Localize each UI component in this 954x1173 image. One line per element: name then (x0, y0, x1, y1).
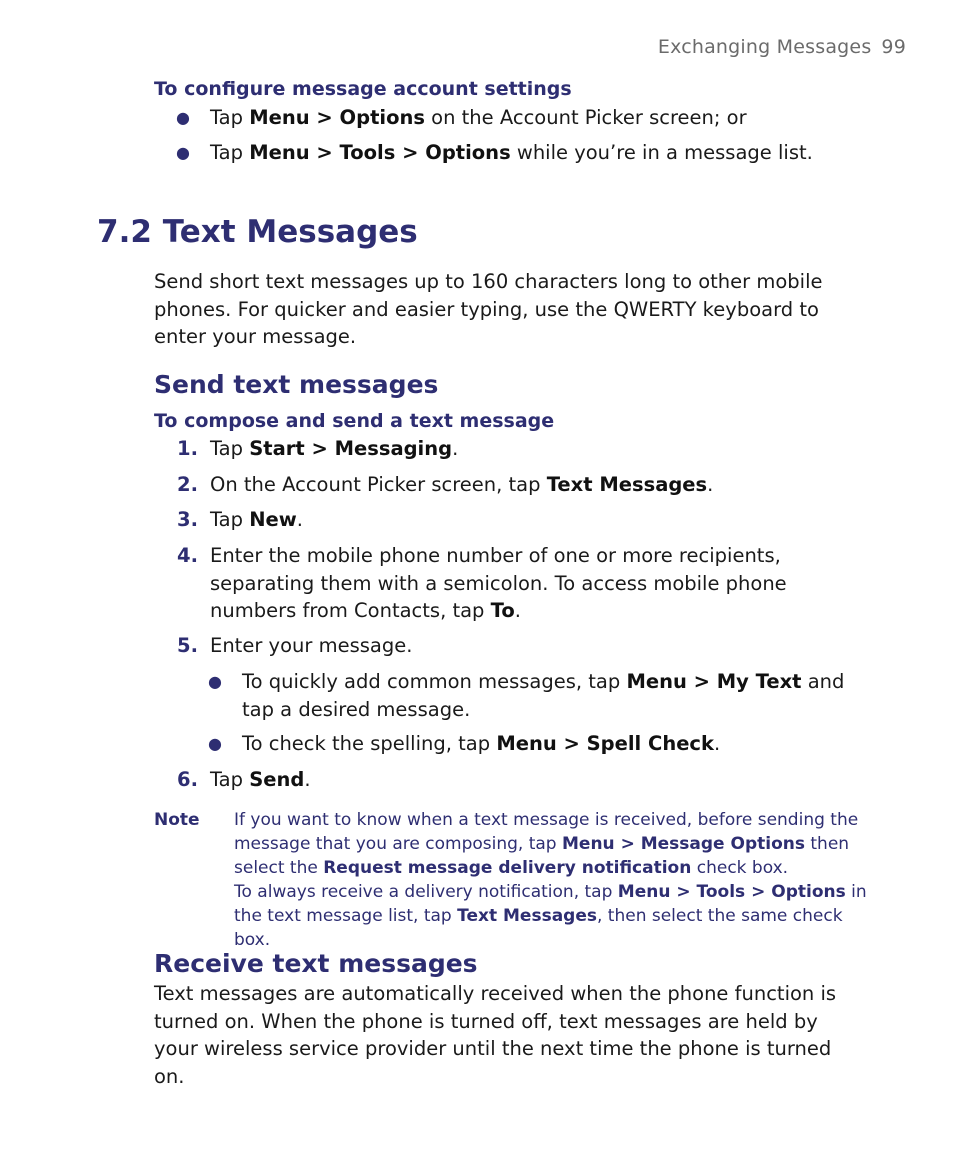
configure-bullet-2 (176, 139, 813, 167)
note-text-run: , then select the same check box. (234, 906, 843, 950)
bullet-bold: Menu > Spell Check (496, 732, 714, 755)
receive-heading: Receive text messages (154, 949, 478, 978)
step-number: 5. (177, 634, 198, 657)
step-number: 4. (177, 544, 198, 567)
running-title: Exchanging Messages (657, 36, 872, 58)
step-number: 6. (177, 768, 198, 791)
note-text-run: then select the (234, 834, 850, 878)
step-text: Tap (210, 437, 250, 460)
bullet-dot: ● (208, 672, 222, 691)
step-2 (177, 471, 714, 499)
receive-body: Text messages are automatically received when the phone function is turned on. When the phone is turned off, text messages are held by your wireless service provider until the next time the phone is turned on. (154, 982, 837, 1088)
bullet-bold: Menu > Tools > Options (249, 141, 511, 164)
step-text: Tap (210, 508, 250, 531)
step-text-post: . (514, 599, 521, 622)
note-text-run: check box. (691, 858, 789, 878)
bullet-text-post: and tap a desired message. (242, 670, 845, 721)
bullet-dot: ● (176, 143, 190, 162)
note-text-run: If you want to know when a text message is received, before sending the message that you are composing, tap (234, 810, 859, 854)
bullet-text: Tap (210, 141, 250, 164)
step-5 (177, 632, 413, 660)
section-title: 7.2 Text Messages (97, 214, 418, 250)
bullet-text-post: . (713, 732, 721, 755)
bullet-bold: Menu > My Text (626, 670, 802, 693)
note-paragraph-2 (234, 880, 874, 952)
note-bold-run: Menu > Tools > Options (617, 882, 846, 902)
step-number: 3. (177, 508, 198, 531)
send-heading: Send text messages (154, 370, 439, 399)
step-text-post: . (296, 508, 303, 531)
send-subheading: To compose and send a text message (154, 410, 555, 432)
step-6 (177, 766, 311, 794)
step-text: On the Account Picker screen, tap (210, 473, 547, 496)
bullet-bold: Menu > Options (249, 106, 425, 129)
step-text-post: . (707, 473, 714, 496)
step-text-post: . (452, 437, 459, 460)
bullet-text: To quickly add common messages, tap (242, 670, 627, 693)
configure-bullet-1 (176, 104, 747, 132)
step-number: 1. (177, 437, 198, 460)
step-bold: Text Messages (546, 473, 708, 496)
step-1 (177, 435, 459, 463)
step-text-post: . (304, 768, 311, 791)
step-text: Enter the mobile phone number of one or more recipients, separating them with a semicolon. To access mobile phone numbers from Contacts, tap (210, 544, 787, 622)
step-bold: Send (249, 768, 305, 791)
note-paragraph-1 (234, 808, 874, 880)
running-header (658, 36, 906, 58)
step-bold: Start > Messaging (249, 437, 453, 460)
note-text-run: To always receive a delivery notification, tap (234, 882, 618, 902)
step5-bullet-1 (208, 668, 872, 723)
bullet-text-post: while you’re in a message list. (510, 141, 813, 164)
note-label: Note (154, 810, 200, 830)
step5-bullet-2 (208, 730, 721, 758)
step-bold: New (249, 508, 297, 531)
step-number: 2. (177, 473, 198, 496)
step-3 (177, 506, 303, 534)
bullet-dot: ● (208, 734, 222, 753)
configure-heading: To configure message account settings (154, 78, 572, 100)
bullet-text: To check the spelling, tap (242, 732, 497, 755)
note-bold-run: Request message delivery notification (323, 858, 692, 878)
bullet-text: Tap (210, 106, 250, 129)
bullet-text-post: on the Account Picker screen; or (424, 106, 747, 129)
note-text-run: in the text message list, tap (234, 882, 867, 926)
note-text (234, 808, 874, 952)
step-text: Tap (210, 768, 250, 791)
step-4 (177, 542, 875, 625)
section-intro: Send short text messages up to 160 characters long to other mobile phones. For quicker and easier typing, use the QWERTY keyboard to enter your message. (154, 270, 823, 348)
step-text: Enter your message. (210, 634, 413, 657)
note-bold-run: Menu > Message Options (562, 834, 805, 854)
bullet-dot: ● (176, 108, 190, 127)
page-number: 99 (881, 36, 906, 58)
step-bold: To (490, 599, 515, 622)
note-bold-run: Text Messages (457, 906, 597, 926)
